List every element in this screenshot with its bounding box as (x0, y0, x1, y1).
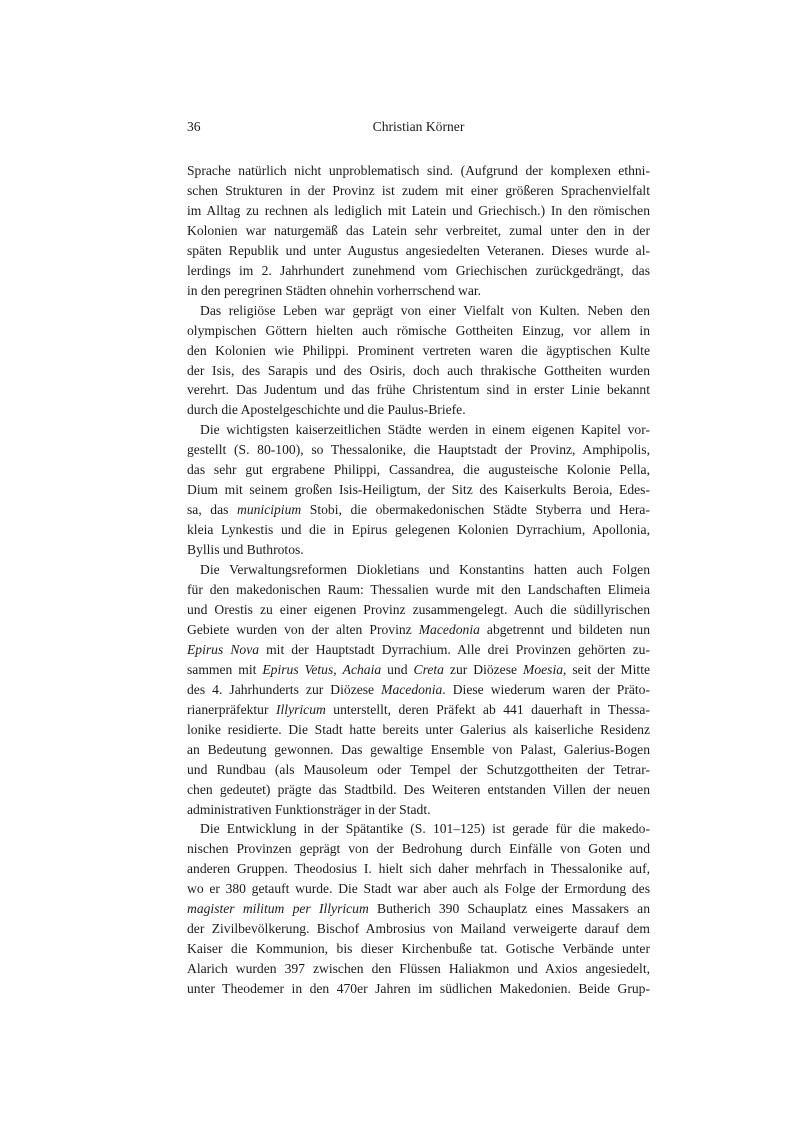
text-line: gestellt (S. 80-100), so Thessalonike, die Hauptstadt der Provinz, Amphipolis, (187, 442, 650, 458)
text-line: in den peregrinen Städten ohnehin vorherrschend war. (187, 282, 482, 298)
text-line: Die wichtigsten kaiserzeitlichen Städte werden in einem eigenen Kapitel vor- (200, 422, 650, 438)
page-number: 36 (187, 119, 201, 134)
text-line: lerdings im 2. Jahrhundert zunehmend vom Griechischen zurückgedrängt, das (187, 262, 650, 278)
text-line: im Alltag zu rechnen als lediglich mit Latein und Griechisch.) In den römischen (187, 202, 650, 218)
text-line: nischen Provinzen geprägt von der Bedrohung durch Einfälle von Goten und (187, 841, 650, 857)
text-line: Sprache natürlich nicht unproblematisch sind. (Aufgrund der komplexen ethni- (187, 163, 650, 178)
text-line: der Isis, des Sarapis und des Osiris, doch auch thrakische Gottheiten wurden (187, 362, 650, 378)
text-line: den Kolonien wie Philippi. Prominent vertreten waren die ägyptischen Kulte (187, 342, 650, 358)
paragraph (187, 301, 650, 421)
text-line: und Orestis zu einer eigenen Provinz zusammengelegt. Auch die südillyrischen (187, 601, 650, 617)
text-line: Gebiete wurden von der alten Provinz Macedonia abgetrennt und bildeten nun (187, 621, 650, 637)
text-line: Alarich wurden 397 zwischen den Flüssen Haliakmon und Axios angesiedelt, (187, 961, 650, 977)
text-line: magister militum per Illyricum Butherich 390 Schauplatz eines Massakers an (187, 901, 650, 917)
paragraph (187, 420, 650, 560)
text-line: Das religiöse Leben war geprägt von einer Vielfalt von Kulten. Neben den (200, 302, 650, 318)
text-line: Dium mit seinem großen Isis-Heiligtum, der Sitz des Kaiserkults Beroia, Edes- (187, 482, 650, 498)
text-line: schen Strukturen in der Provinz ist zudem mit einer größeren Sprachenvielfalt (187, 182, 650, 198)
paragraph (187, 161, 650, 301)
text-line: Die Verwaltungsreformen Diokletians und Konstantins hatten auch Folgen (200, 562, 650, 578)
text-line: unter Theodemer in den 470er Jahren im südlichen Makedonien. Beide Grup- (187, 981, 650, 997)
text-line: Epirus Nova mit der Hauptstadt Dyrrachium. Alle drei Provinzen gehörten zu- (187, 641, 650, 657)
text-line: kleia Lynkestis und die in Epirus gelegenen Kolonien Dyrrachium, Apollonia, (187, 522, 650, 538)
text-line: der Zivilbevölkerung. Bischof Ambrosius von Mailand verweigerte darauf dem (187, 921, 650, 937)
text-line: lonike residierte. Die Stadt hatte bereits unter Galerius als kaiserliche Residenz (187, 721, 650, 737)
text-line: sammen mit Epirus Vetus, Achaia und Creta zur Diözese Moesia, seit der Mitte (187, 661, 651, 677)
text-line: verehrt. Das Judentum und das frühe Christentum sind in erster Linie bekannt (187, 382, 650, 398)
text-line: des 4. Jahrhunderts zur Diözese Macedonia. Diese wiederum waren der Präto- (187, 681, 650, 697)
text-line: das sehr gut ergrabene Philippi, Cassandrea, die augusteische Kolonie Pella, (187, 462, 650, 478)
text-line: Kolonien war naturgemäß das Latein sehr verbreitet, zumal unter den in der (187, 222, 650, 238)
body-text (187, 161, 650, 999)
text-line: olympischen Göttern hielten auch römische Gottheiten Einzug, vor allem in (187, 322, 650, 338)
text-line: administrativen Funktionsträger in der Stadt. (187, 801, 431, 817)
paragraph (187, 819, 650, 999)
text-line: und Rundbau (als Mausoleum oder Tempel der Schutzgottheiten der Tetrar- (187, 761, 650, 777)
text-line: chen gedeutet) prägte das Stadtbild. Des Weiteren entstanden Villen der neuen (187, 781, 650, 797)
text-line: Kaiser die Kommunion, bis dieser Kirchenbuße tat. Gotische Verbände unter (187, 941, 650, 957)
text-line: Die Entwicklung in der Spätantike (S. 101–125) ist gerade für die makedo- (200, 821, 650, 837)
paragraph (187, 560, 650, 819)
text-line: Byllis und Buthrotos. (187, 542, 304, 558)
text-line: an Bedeutung gewonnen. Das gewaltige Ensemble von Palast, Galerius-Bogen (187, 741, 650, 757)
text-line: durch die Apostelgeschichte und die Paulus-Briefe. (187, 402, 466, 418)
text-line: späten Republik und unter Augustus angesiedelten Veteranen. Dieses wurde al- (187, 242, 650, 258)
text-line: wo er 380 getauft wurde. Die Stadt war aber auch als Folge der Ermordung des (187, 881, 650, 897)
text-line: sa, das municipium Stobi, die obermakedonischen Städte Styberra und Hera- (187, 502, 650, 518)
text-line: anderen Gruppen. Theodosius I. hielt sich daher mehrfach in Thessalonike auf, (187, 861, 650, 877)
text-line: für den makedonischen Raum: Thessalien wurde mit den Landschaften Elimeia (187, 582, 650, 598)
running-head: Christian Körner (372, 119, 465, 134)
text-line: rianerpräfektur Illyricum unterstellt, deren Präfekt ab 441 dauerhaft in Thessa- (187, 701, 650, 717)
